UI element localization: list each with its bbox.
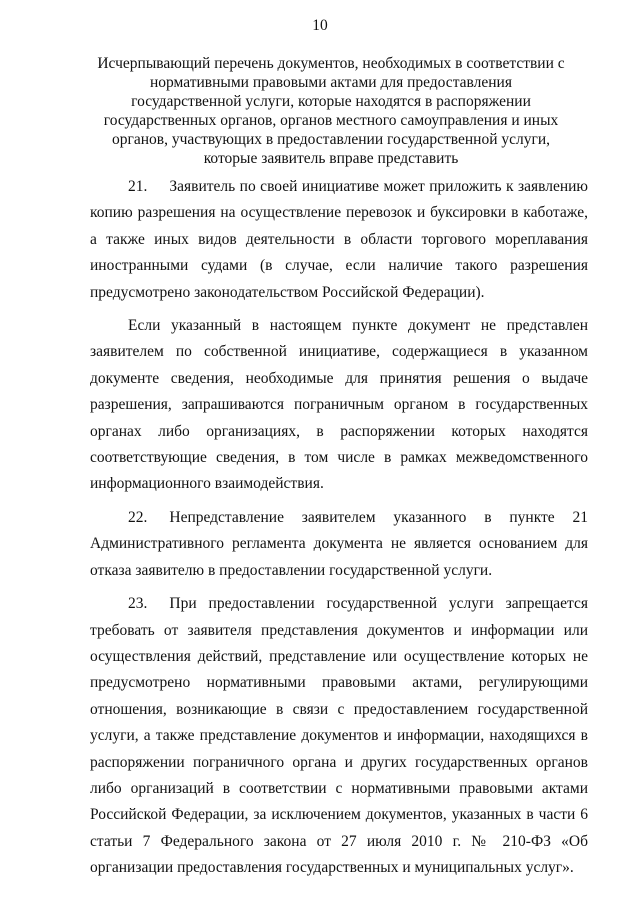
paragraph-text: Если указанный в настоящем пункте документ не представлен заявителем по собственной инициативе, содержащиеся в указанном документе сведения, необходимые для принятия решения о выдаче разрешения, запрашиваются пограничным органом в государственных органах либо организациях, в распоряжении которых находятся соответствующие сведения, в том числе в рамках межведомственного информационного взаимодействия. — [90, 317, 588, 493]
paragraph-22 — [90, 505, 588, 584]
paragraph-number: 23. — [128, 595, 148, 613]
paragraph-text: При предоставлении государственной услуги запрещается требовать от заявителя представления документов и информации или осуществления действий, представление или осуществление которых не предусмотрено нормативными правовыми актами, регулирующими отношения, возникающие в связи с предоставлением государственной услуги, а также представление документов и информации, находящихся в распоряжении пограничного органа и других государственных органов либо организаций в соответствии с нормативными правовыми актами Российской Федерации, за исключением документов, указанных в части 6 статьи 7 Федерального закона от 27 июля 2010 г. № 210-ФЗ «Об организации предоставления государственных и муниципальных услуг». — [90, 595, 588, 877]
paragraph-text: Заявитель по своей инициативе может приложить к заявлению копию разрешения на осуществление перевозок и буксировки в каботаже, а также иных видов деятельности в области торгового мореплавания иностранными судами (в случае, если наличие такого разрешения предусмотрено законодательством Российской Федерации). — [90, 178, 588, 301]
paragraph-text: Непредставление заявителем указанного в пункте 21 Административного регламента документа не является основанием для отказа заявителю в предоставлении государственной услуги. — [90, 508, 588, 579]
page-number: 10 — [312, 17, 328, 34]
section-heading: Исчерпывающий перечень документов, необходимых в соответствии с нормативными правовыми актами для предоставления государственной услуги, которые находятся в распоряжении государственных органов, органов местного самоуправления и иных органов, участвующих в предоставлении государственной услуги, которые заявитель вправе представить — [97, 55, 565, 167]
paragraph-21 — [90, 174, 588, 306]
paragraph-number: 21. — [128, 178, 148, 195]
document-body — [90, 174, 588, 889]
paragraph-21-continuation — [90, 313, 588, 498]
paragraph-23 — [90, 591, 588, 881]
paragraph-number: 22. — [128, 508, 148, 526]
